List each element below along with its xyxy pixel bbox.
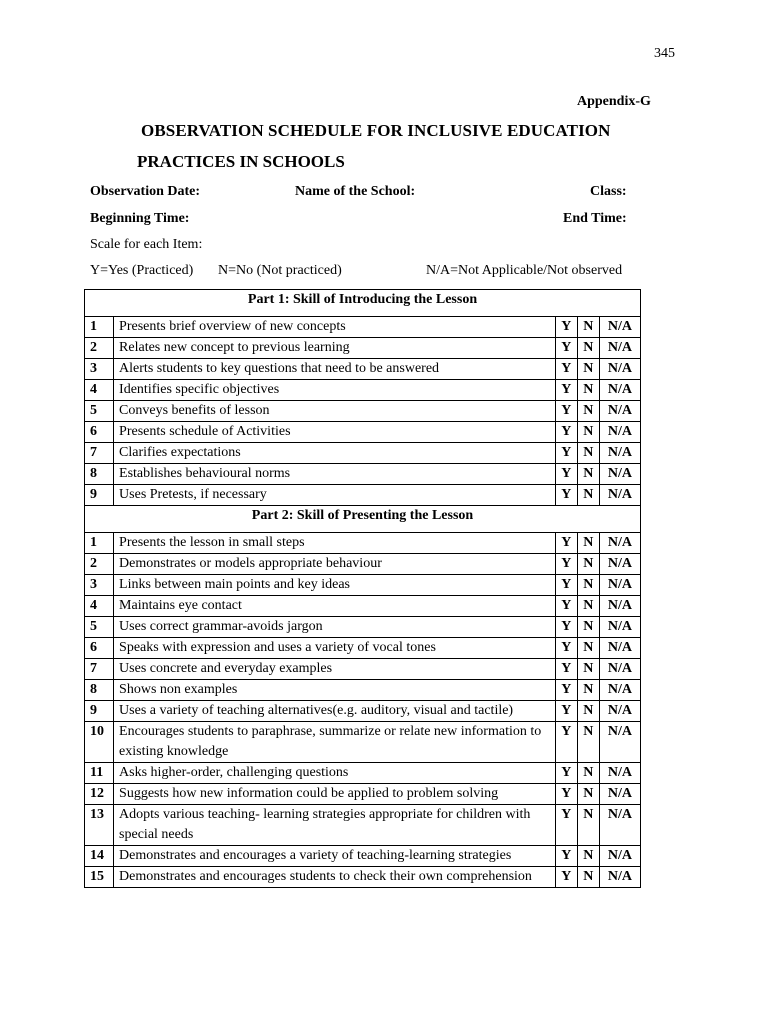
- item-text: Demonstrates or models appropriate behaviour: [114, 554, 556, 575]
- option-no: N: [577, 422, 599, 443]
- document-title-line-2: PRACTICES IN SCHOOLS: [137, 152, 345, 171]
- item-text: Suggests how new information could be applied to problem solving: [114, 784, 556, 805]
- option-no: N: [577, 659, 599, 680]
- option-yes: Y: [555, 359, 577, 380]
- option-na: N/A: [599, 659, 640, 680]
- scale-no: N=No (Not practiced): [218, 263, 342, 278]
- option-na: N/A: [599, 867, 640, 888]
- school-name-label: Name of the School:: [295, 184, 416, 199]
- option-yes: Y: [555, 722, 577, 763]
- item-number: 8: [85, 464, 114, 485]
- option-no: N: [577, 338, 599, 359]
- item-number: 13: [85, 805, 114, 846]
- option-yes: Y: [555, 464, 577, 485]
- table-row: [85, 701, 641, 722]
- option-na: N/A: [599, 701, 640, 722]
- option-yes: Y: [555, 846, 577, 867]
- item-number: 2: [85, 554, 114, 575]
- option-no: N: [577, 533, 599, 554]
- item-text: Clarifies expectations: [114, 443, 556, 464]
- option-no: N: [577, 722, 599, 763]
- option-no: N: [577, 805, 599, 846]
- scale-label: Scale for each Item:: [90, 237, 203, 252]
- table-row: [85, 763, 641, 784]
- item-number: 4: [85, 380, 114, 401]
- option-na: N/A: [599, 443, 640, 464]
- item-number: 3: [85, 575, 114, 596]
- table-row: [85, 596, 641, 617]
- table-row: [85, 659, 641, 680]
- option-no: N: [577, 575, 599, 596]
- option-no: N: [577, 763, 599, 784]
- option-na: N/A: [599, 401, 640, 422]
- item-number: 6: [85, 638, 114, 659]
- item-text: Adopts various teaching- learning strategies appropriate for children with special needs: [114, 805, 556, 846]
- table-row: [85, 485, 641, 506]
- option-yes: Y: [555, 659, 577, 680]
- item-number: 9: [85, 701, 114, 722]
- option-yes: Y: [555, 401, 577, 422]
- table-row: [85, 867, 641, 888]
- table-row: [85, 575, 641, 596]
- table-row: [85, 638, 641, 659]
- item-text: Shows non examples: [114, 680, 556, 701]
- item-text: Demonstrates and encourages a variety of teaching-learning strategies: [114, 846, 556, 867]
- option-na: N/A: [599, 638, 640, 659]
- option-yes: Y: [555, 596, 577, 617]
- item-number: 8: [85, 680, 114, 701]
- scale-na: N/A=Not Applicable/Not observed: [426, 263, 623, 278]
- option-no: N: [577, 784, 599, 805]
- item-text: Uses Pretests, if necessary: [114, 485, 556, 506]
- item-number: 3: [85, 359, 114, 380]
- option-no: N: [577, 638, 599, 659]
- beginning-time-label: Beginning Time:: [90, 211, 190, 226]
- option-na: N/A: [599, 763, 640, 784]
- item-text: Presents the lesson in small steps: [114, 533, 556, 554]
- item-number: 5: [85, 401, 114, 422]
- document-title-line-1: OBSERVATION SCHEDULE FOR INCLUSIVE EDUCATION: [141, 121, 611, 140]
- item-text: Alerts students to key questions that need to be answered: [114, 359, 556, 380]
- end-time-label: End Time:: [563, 211, 627, 226]
- table-row: [85, 464, 641, 485]
- part-1-header-row: [85, 290, 641, 317]
- option-yes: Y: [555, 485, 577, 506]
- table-row: [85, 380, 641, 401]
- observation-date-label: Observation Date:: [90, 184, 201, 199]
- option-yes: Y: [555, 701, 577, 722]
- option-no: N: [577, 401, 599, 422]
- observation-table: [84, 289, 641, 888]
- item-number: 1: [85, 317, 114, 338]
- option-na: N/A: [599, 317, 640, 338]
- option-no: N: [577, 359, 599, 380]
- item-number: 2: [85, 338, 114, 359]
- item-number: 7: [85, 443, 114, 464]
- option-yes: Y: [555, 575, 577, 596]
- option-na: N/A: [599, 380, 640, 401]
- option-na: N/A: [599, 680, 640, 701]
- option-yes: Y: [555, 805, 577, 846]
- item-number: 1: [85, 533, 114, 554]
- option-na: N/A: [599, 784, 640, 805]
- option-na: N/A: [599, 359, 640, 380]
- item-number: 7: [85, 659, 114, 680]
- table-row: [85, 846, 641, 867]
- option-yes: Y: [555, 638, 577, 659]
- option-no: N: [577, 596, 599, 617]
- option-na: N/A: [599, 422, 640, 443]
- option-no: N: [577, 464, 599, 485]
- table-row: [85, 359, 641, 380]
- option-yes: Y: [555, 338, 577, 359]
- page-number: 345: [654, 46, 675, 61]
- table-row: [85, 805, 641, 846]
- option-no: N: [577, 617, 599, 638]
- option-yes: Y: [555, 680, 577, 701]
- option-yes: Y: [555, 380, 577, 401]
- option-yes: Y: [555, 422, 577, 443]
- item-text: Maintains eye contact: [114, 596, 556, 617]
- item-text: Establishes behavioural norms: [114, 464, 556, 485]
- item-text: Presents brief overview of new concepts: [114, 317, 556, 338]
- option-na: N/A: [599, 596, 640, 617]
- option-na: N/A: [599, 722, 640, 763]
- item-text: Identifies specific objectives: [114, 380, 556, 401]
- option-yes: Y: [555, 554, 577, 575]
- table-row: [85, 422, 641, 443]
- item-text: Speaks with expression and uses a variety of vocal tones: [114, 638, 556, 659]
- table-row: [85, 617, 641, 638]
- option-no: N: [577, 867, 599, 888]
- scale-yes: Y=Yes (Practiced): [90, 263, 194, 278]
- option-yes: Y: [555, 533, 577, 554]
- option-na: N/A: [599, 846, 640, 867]
- item-number: 10: [85, 722, 114, 763]
- option-no: N: [577, 443, 599, 464]
- option-na: N/A: [599, 464, 640, 485]
- option-no: N: [577, 380, 599, 401]
- table-row: [85, 722, 641, 763]
- item-number: 15: [85, 867, 114, 888]
- table-row: [85, 533, 641, 554]
- item-text: Presents schedule of Activities: [114, 422, 556, 443]
- option-yes: Y: [555, 443, 577, 464]
- item-text: Uses a variety of teaching alternatives(e.g. auditory, visual and tactile): [114, 701, 556, 722]
- option-yes: Y: [555, 617, 577, 638]
- appendix-label: Appendix-G: [577, 94, 651, 109]
- option-no: N: [577, 485, 599, 506]
- option-no: N: [577, 846, 599, 867]
- option-na: N/A: [599, 485, 640, 506]
- option-na: N/A: [599, 805, 640, 846]
- item-text: Uses correct grammar-avoids jargon: [114, 617, 556, 638]
- item-number: 11: [85, 763, 114, 784]
- item-text: Encourages students to paraphrase, summarize or relate new information to existing knowledge: [114, 722, 556, 763]
- item-text: Demonstrates and encourages students to check their own comprehension: [114, 867, 556, 888]
- option-yes: Y: [555, 763, 577, 784]
- option-no: N: [577, 701, 599, 722]
- table-row: [85, 784, 641, 805]
- item-text: Conveys benefits of lesson: [114, 401, 556, 422]
- option-na: N/A: [599, 533, 640, 554]
- item-number: 6: [85, 422, 114, 443]
- item-number: 12: [85, 784, 114, 805]
- item-text: Relates new concept to previous learning: [114, 338, 556, 359]
- option-na: N/A: [599, 575, 640, 596]
- option-yes: Y: [555, 867, 577, 888]
- table-row: [85, 317, 641, 338]
- table-row: [85, 338, 641, 359]
- option-yes: Y: [555, 317, 577, 338]
- option-no: N: [577, 680, 599, 701]
- option-na: N/A: [599, 338, 640, 359]
- item-number: 14: [85, 846, 114, 867]
- table-row: [85, 680, 641, 701]
- part-2-title: Part 2: Skill of Presenting the Lesson: [85, 506, 641, 533]
- part-1-title: Part 1: Skill of Introducing the Lesson: [85, 290, 641, 317]
- option-na: N/A: [599, 554, 640, 575]
- item-number: 9: [85, 485, 114, 506]
- table-row: [85, 401, 641, 422]
- class-label: Class:: [590, 184, 627, 199]
- option-na: N/A: [599, 617, 640, 638]
- table-row: [85, 443, 641, 464]
- item-number: 4: [85, 596, 114, 617]
- item-text: Links between main points and key ideas: [114, 575, 556, 596]
- item-text: Asks higher-order, challenging questions: [114, 763, 556, 784]
- option-no: N: [577, 317, 599, 338]
- table-row: [85, 554, 641, 575]
- option-no: N: [577, 554, 599, 575]
- part-2-header-row: [85, 506, 641, 533]
- item-text: Uses concrete and everyday examples: [114, 659, 556, 680]
- item-number: 5: [85, 617, 114, 638]
- option-yes: Y: [555, 784, 577, 805]
